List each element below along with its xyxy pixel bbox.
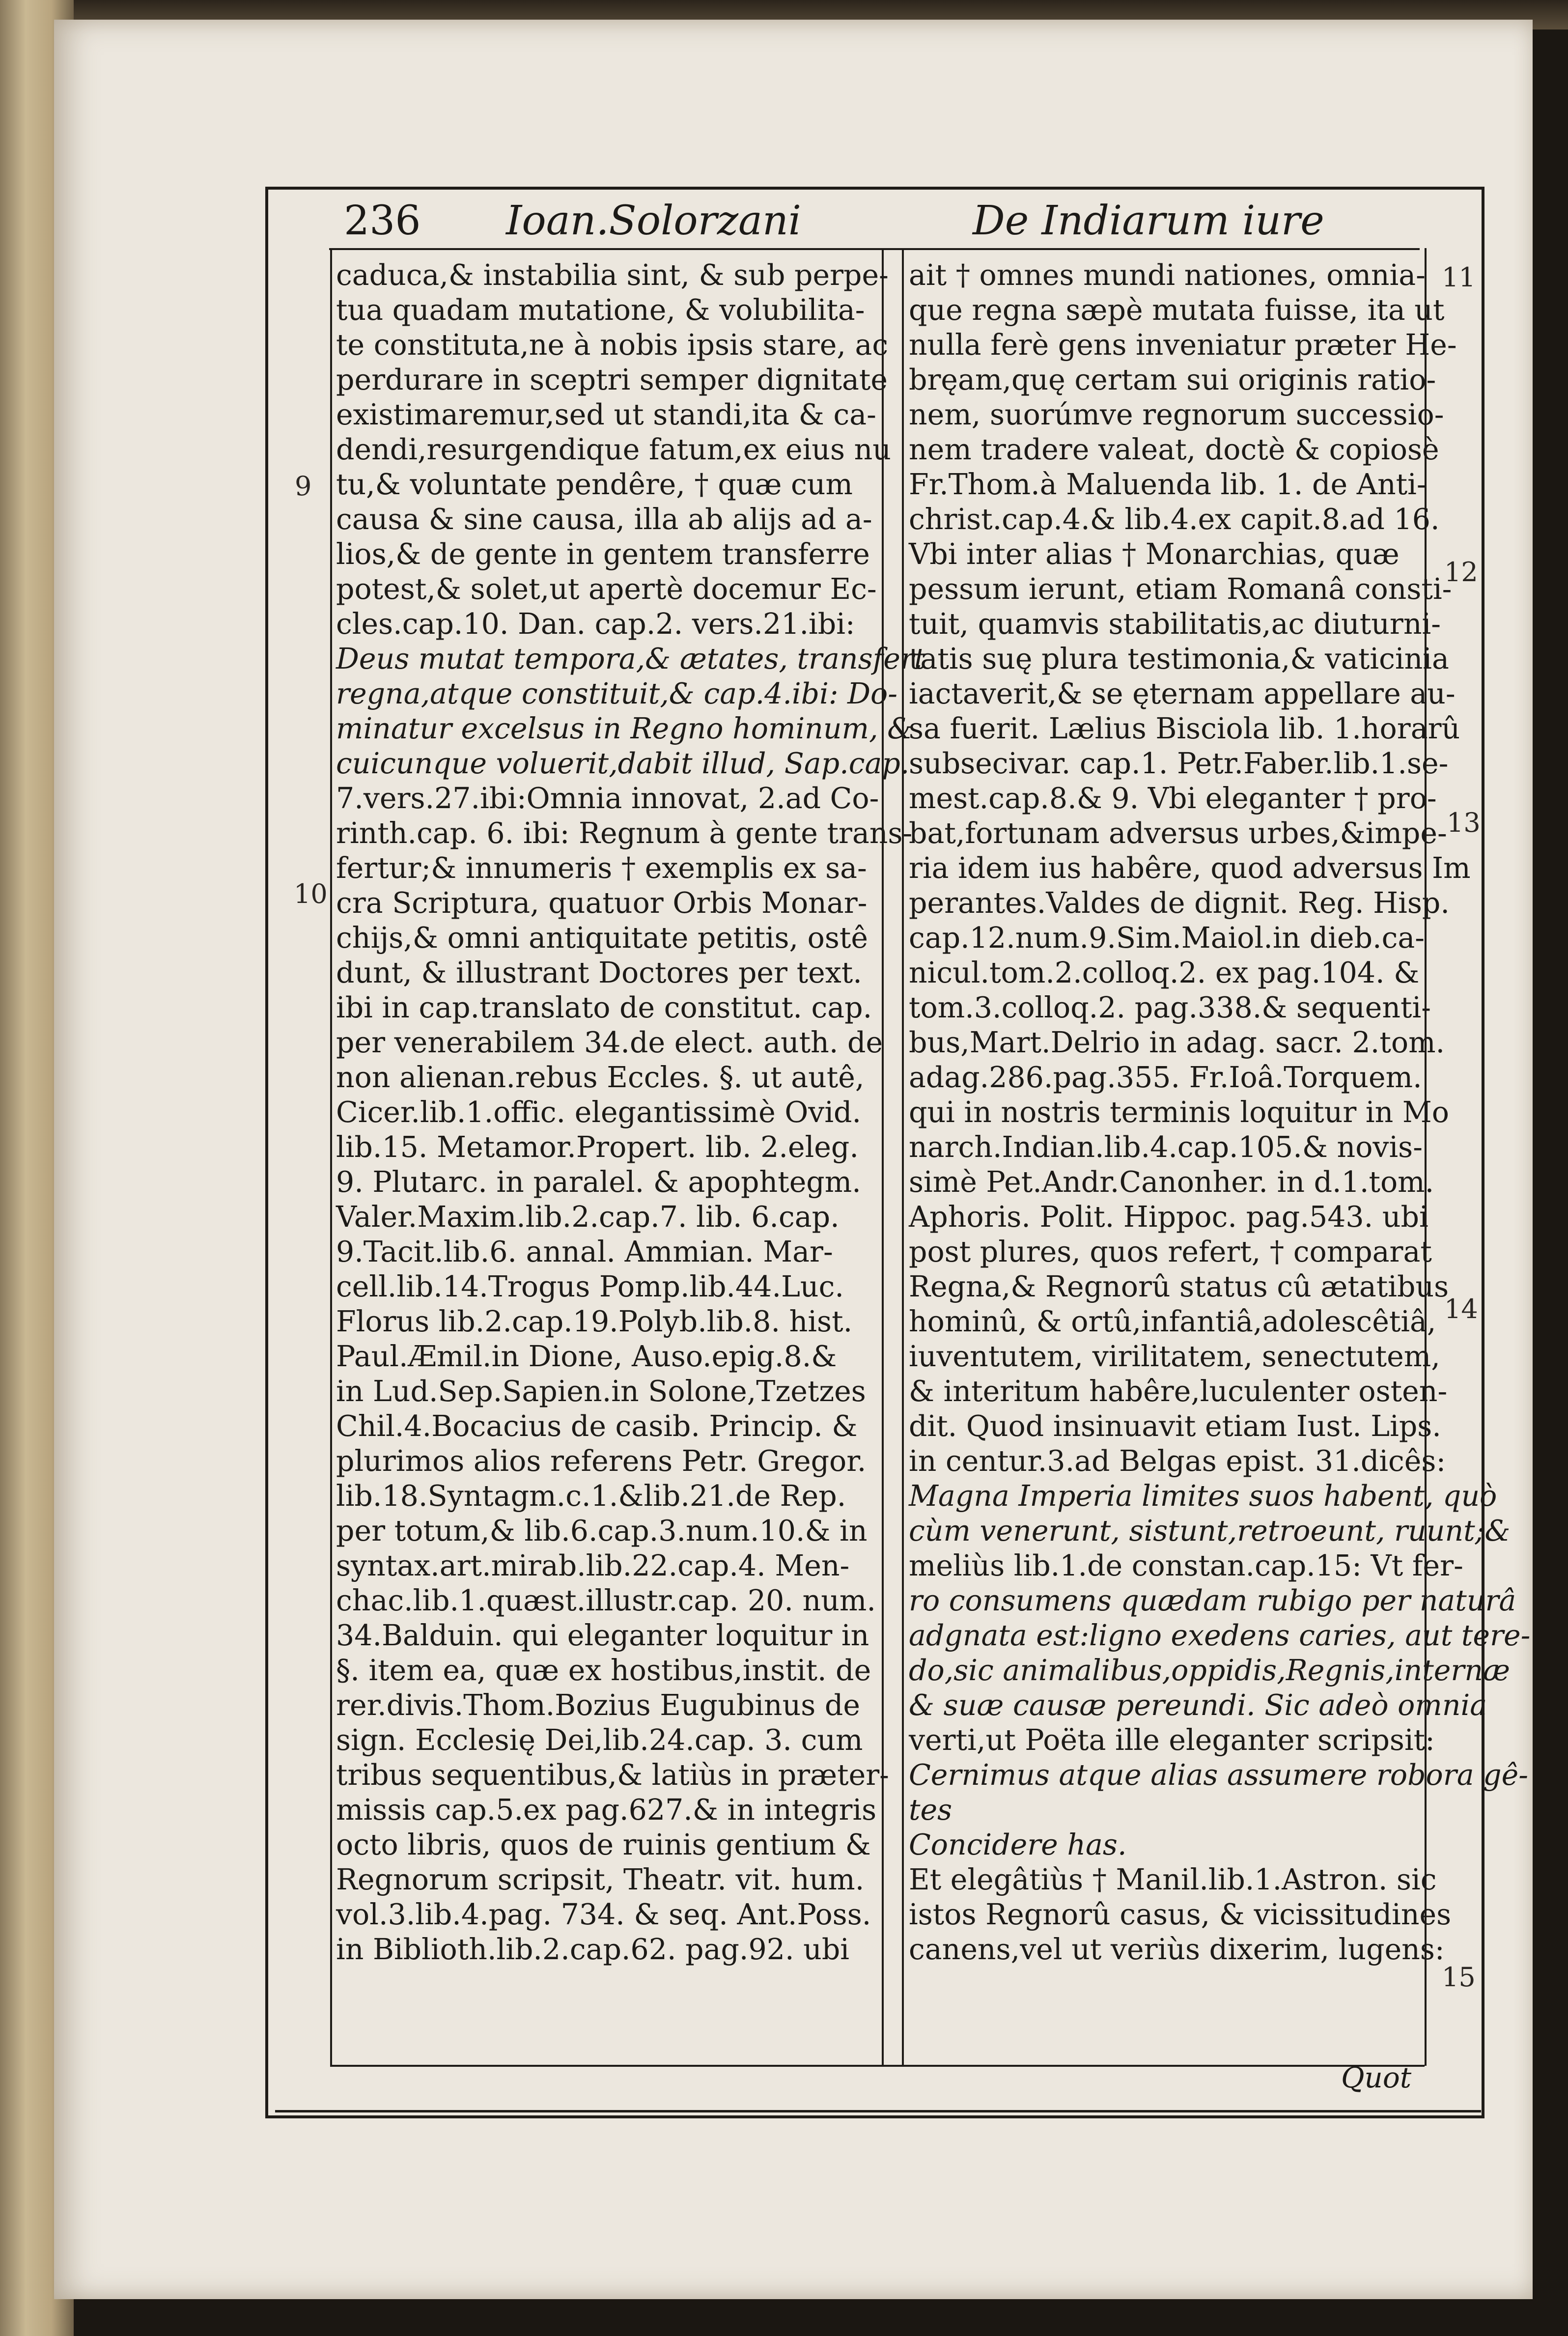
text-line: cles.cap.10. Dan. cap.2. vers.21.ibi: (336, 607, 855, 641)
text-line: meliùs lib.1.de constan.cap.15: Vt fer- (909, 1549, 1463, 1582)
page-number: 236 (344, 197, 421, 244)
text-line: Cicer.lib.1.offic. elegantissimè Ovid. (336, 1096, 862, 1129)
text-line: in centur.3.ad Belgas epist. 31.dicês: (909, 1444, 1446, 1478)
text-line: bat,fortunam adversus urbes,&impe- (909, 816, 1447, 850)
catchword: Quot (1341, 2061, 1412, 2094)
margin-number-15: 15 (1442, 1962, 1476, 1993)
text-line: ait † omnes mundi nationes, omnia- (909, 258, 1426, 292)
text-line: Et elegâtiùs † Manil.lib.1.Astron. sic (909, 1863, 1437, 1896)
text-line: Aphoris. Polit. Hippoc. pag.543. ubi (909, 1200, 1428, 1234)
text-line: plurimos alios referens Petr. Gregor. (336, 1444, 867, 1478)
text-line: adag.286.pag.355. Fr.Ioâ.Torquem. (909, 1061, 1422, 1094)
text-line: non alienan.rebus Eccles. §. ut autê, (336, 1061, 865, 1094)
text-line: tribus sequentibus,& latiùs in præter- (336, 1758, 889, 1792)
text-line: tom.3.colloq.2. pag.338.& sequenti- (909, 991, 1431, 1024)
text-line: syntax.art.mirab.lib.22.cap.4. Men- (336, 1549, 850, 1582)
text-line: nem tradere valeat, doctè & copiosè (909, 433, 1439, 466)
text-line: verti,ut Poëta ille eleganter scripsit: (909, 1723, 1435, 1757)
text-line: cra Scriptura, quatuor Orbis Monar- (336, 886, 868, 920)
text-line: perdurare in sceptri semper dignitate (336, 363, 888, 396)
text-line: Magna Imperia limites suos habent, quò (909, 1479, 1497, 1513)
text-line: Deus mutat tempora,& ætates, transfert (336, 642, 926, 675)
text-line: iuventutem, virilitatem, senectutem, (909, 1340, 1440, 1373)
text-line: octo libris, quos de ruinis gentium & (336, 1828, 871, 1861)
text-line: 34.Balduin. qui eleganter loquitur in (336, 1619, 869, 1652)
text-line: Concidere has. (909, 1828, 1127, 1861)
left-text-column (336, 258, 926, 2061)
text-line: lios,& de gente in gentem transferre (336, 537, 870, 571)
margin-number-12: 12 (1444, 557, 1478, 588)
text-line: tatis suę plura testimonia,& vaticinia (909, 642, 1449, 675)
header-rule (329, 248, 1420, 250)
text-line: bręam,quę certam sui originis ratio- (909, 363, 1436, 396)
text-line: que regna sæpè mutata fuisse, ita ut (909, 293, 1445, 327)
text-line: §. item ea, quæ ex hostibus,instit. de (336, 1654, 871, 1687)
text-line: tu,& voluntate pendêre, † quæ cum (336, 468, 853, 501)
left-column-rule (330, 248, 332, 2066)
text-line: christ.cap.4.& lib.4.ex capit.8.ad 16. (909, 503, 1440, 536)
text-line: qui in nostris terminis loquitur in Mo (909, 1096, 1450, 1129)
text-line: vol.3.lib.4.pag. 734. & seq. Ant.Poss. (336, 1898, 871, 1931)
text-line: Fr.Thom.à Maluenda lib. 1. de Anti- (909, 468, 1427, 501)
text-line: Regnorum scripsit, Theatr. vit. hum. (336, 1863, 865, 1896)
running-head (339, 197, 1425, 246)
text-line: Valer.Maxim.lib.2.cap.7. lib. 6.cap. (336, 1200, 840, 1234)
text-line: 7.vers.27.ibi:Omnia innovat, 2.ad Co- (336, 782, 879, 815)
text-line: dendi,resurgendique fatum,ex eius nu (336, 433, 891, 466)
text-line: Cernimus atque alias assumere robora gê- (909, 1758, 1529, 1792)
text-line: per venerabilem 34.de elect. auth. de (336, 1026, 883, 1059)
text-line: tuit, quamvis stabilitatis,ac diuturni- (909, 607, 1441, 641)
text-line: Paul.Æmil.in Dione, Auso.epig.8.& (336, 1340, 837, 1373)
text-line: post plures, quos refert, † comparat (909, 1235, 1432, 1268)
text-line: existimaremur,sed ut standi,ita & ca- (336, 398, 876, 431)
text-line: 9.Tacit.lib.6. annal. Ammian. Mar- (336, 1235, 833, 1268)
text-line: lib.15. Metamor.Propert. lib. 2.eleg. (336, 1130, 859, 1164)
margin-number-14: 14 (1444, 1294, 1478, 1324)
text-line: subsecivar. cap.1. Petr.Faber.lib.1.se- (909, 747, 1449, 780)
text-line: simè Pet.Andr.Canonher. in d.1.tom. (909, 1165, 1434, 1199)
text-line: nem, suorúmve regnorum successio- (909, 398, 1444, 431)
text-line: te constituta,ne à nobis ipsis stare, ac (336, 328, 889, 362)
text-line: per totum,& lib.6.cap.3.num.10.& in (336, 1514, 868, 1548)
text-line: bus,Mart.Delrio in adag. sacr. 2.tom. (909, 1026, 1445, 1059)
text-line: sa fuerit. Lælius Bisciola lib. 1.horarû (909, 712, 1460, 745)
text-line: potest,& solet,ut apertè docemur Ec- (336, 572, 877, 606)
text-line: canens,vel ut veriùs dixerim, lugens: (909, 1933, 1445, 1966)
text-line: Chil.4.Bocacius de casib. Princip. & (336, 1409, 858, 1443)
text-line: dunt, & illustrant Doctores per text. (336, 956, 862, 989)
text-line: mest.cap.8.& 9. Vbi eleganter † pro- (909, 782, 1437, 815)
text-line: cùm venerunt, sistunt,retroeunt, ruunt;& (909, 1514, 1511, 1548)
text-line: cap.12.num.9.Sim.Maiol.in dieb.ca- (909, 921, 1425, 955)
running-head-title: De Indiarum iure (973, 197, 1324, 244)
text-line: perantes.Valdes de dignit. Reg. Hisp. (909, 886, 1450, 920)
text-line: cell.lib.14.Trogus Pomp.lib.44.Luc. (336, 1270, 844, 1303)
text-line: cuicunque voluerit,dabit illud, Sap.cap. (336, 747, 910, 780)
text-line: rinth.cap. 6. ibi: Regnum à gente trans- (336, 816, 913, 850)
text-line: minatur excelsus in Regno hominum, & (336, 712, 913, 745)
text-line: in Biblioth.lib.2.cap.62. pag.92. ubi (336, 1933, 849, 1966)
text-line: tua quadam mutatione, & volubilita- (336, 293, 865, 327)
text-line: caduca,& instabilia sint, & sub perpe- (336, 258, 889, 292)
text-line: ria idem ius habêre, quod adversus Im (909, 851, 1471, 885)
text-line: in Lud.Sep.Sapien.in Solone,Tzetzes (336, 1375, 866, 1408)
margin-number-10: 10 (294, 878, 328, 909)
text-line: do,sic animalibus,oppidis,Regnis,internæ (909, 1654, 1510, 1687)
text-line: Vbi inter alias † Monarchias, quæ (909, 537, 1400, 571)
text-line: adgnata est:ligno exedens caries, aut tere- (909, 1619, 1531, 1652)
text-line: lib.18.Syntagm.c.1.&lib.21.de Rep. (336, 1479, 846, 1513)
text-line: 9. Plutarc. in paralel. & apophtegm. (336, 1165, 861, 1199)
text-line: sign. Ecclesię Dei,lib.24.cap. 3. cum (336, 1723, 863, 1757)
text-line: & interitum habêre,luculenter osten- (909, 1375, 1448, 1408)
page-bottom-rule (275, 2110, 1481, 2112)
text-line: ibi in cap.translato de constitut. cap. (336, 991, 872, 1024)
running-head-author: Ioan.Solorzani (506, 197, 801, 244)
text-line: chijs,& omni antiquitate petitis, ostê (336, 921, 868, 955)
text-line: ro consumens quædam rubigo per naturâ (909, 1584, 1516, 1617)
text-line: nicul.tom.2.colloq.2. ex pag.104. & (909, 956, 1420, 989)
text-line: rer.divis.Thom.Bozius Eugubinus de (336, 1689, 860, 1722)
column-bottom-rule (330, 2065, 1425, 2067)
text-line: regna,atque constituit,& cap.4.ibi: Do- (336, 677, 898, 710)
text-line: hominû, & ortû,infantiâ,adolescêtiâ, (909, 1305, 1436, 1338)
text-line: Regna,& Regnorû status cû ætatibus (909, 1270, 1449, 1303)
text-line: pessum ierunt, etiam Romanâ consti- (909, 572, 1452, 606)
text-line: narch.Indian.lib.4.cap.105.& novis- (909, 1130, 1423, 1164)
text-line: iactaverit,& se ęternam appellare au- (909, 677, 1456, 710)
text-line: & suæ causæ pereundi. Sic adeò omnia (909, 1689, 1487, 1722)
text-line: fertur;& innumeris † exemplis ex sa- (336, 851, 867, 885)
text-line: Florus lib.2.cap.19.Polyb.lib.8. hist. (336, 1305, 853, 1338)
text-line: chac.lib.1.quæst.illustr.cap. 20. num. (336, 1584, 876, 1617)
text-line: tes (909, 1793, 952, 1827)
margin-number-11: 11 (1442, 262, 1476, 293)
margin-number-13: 13 (1447, 807, 1481, 838)
text-line: causa & sine causa, illa ab alijs ad a- (336, 503, 872, 536)
text-line: missis cap.5.ex pag.627.& in integris (336, 1793, 877, 1827)
center-rule-left (882, 248, 884, 2066)
text-line: nulla ferè gens inveniatur præter He- (909, 328, 1457, 362)
margin-number-9: 9 (295, 471, 312, 502)
center-rule-right (902, 248, 904, 2066)
text-line: istos Regnorû casus, & vicissitudines (909, 1898, 1452, 1931)
text-line: dit. Quod insinuavit etiam Iust. Lips. (909, 1409, 1441, 1443)
